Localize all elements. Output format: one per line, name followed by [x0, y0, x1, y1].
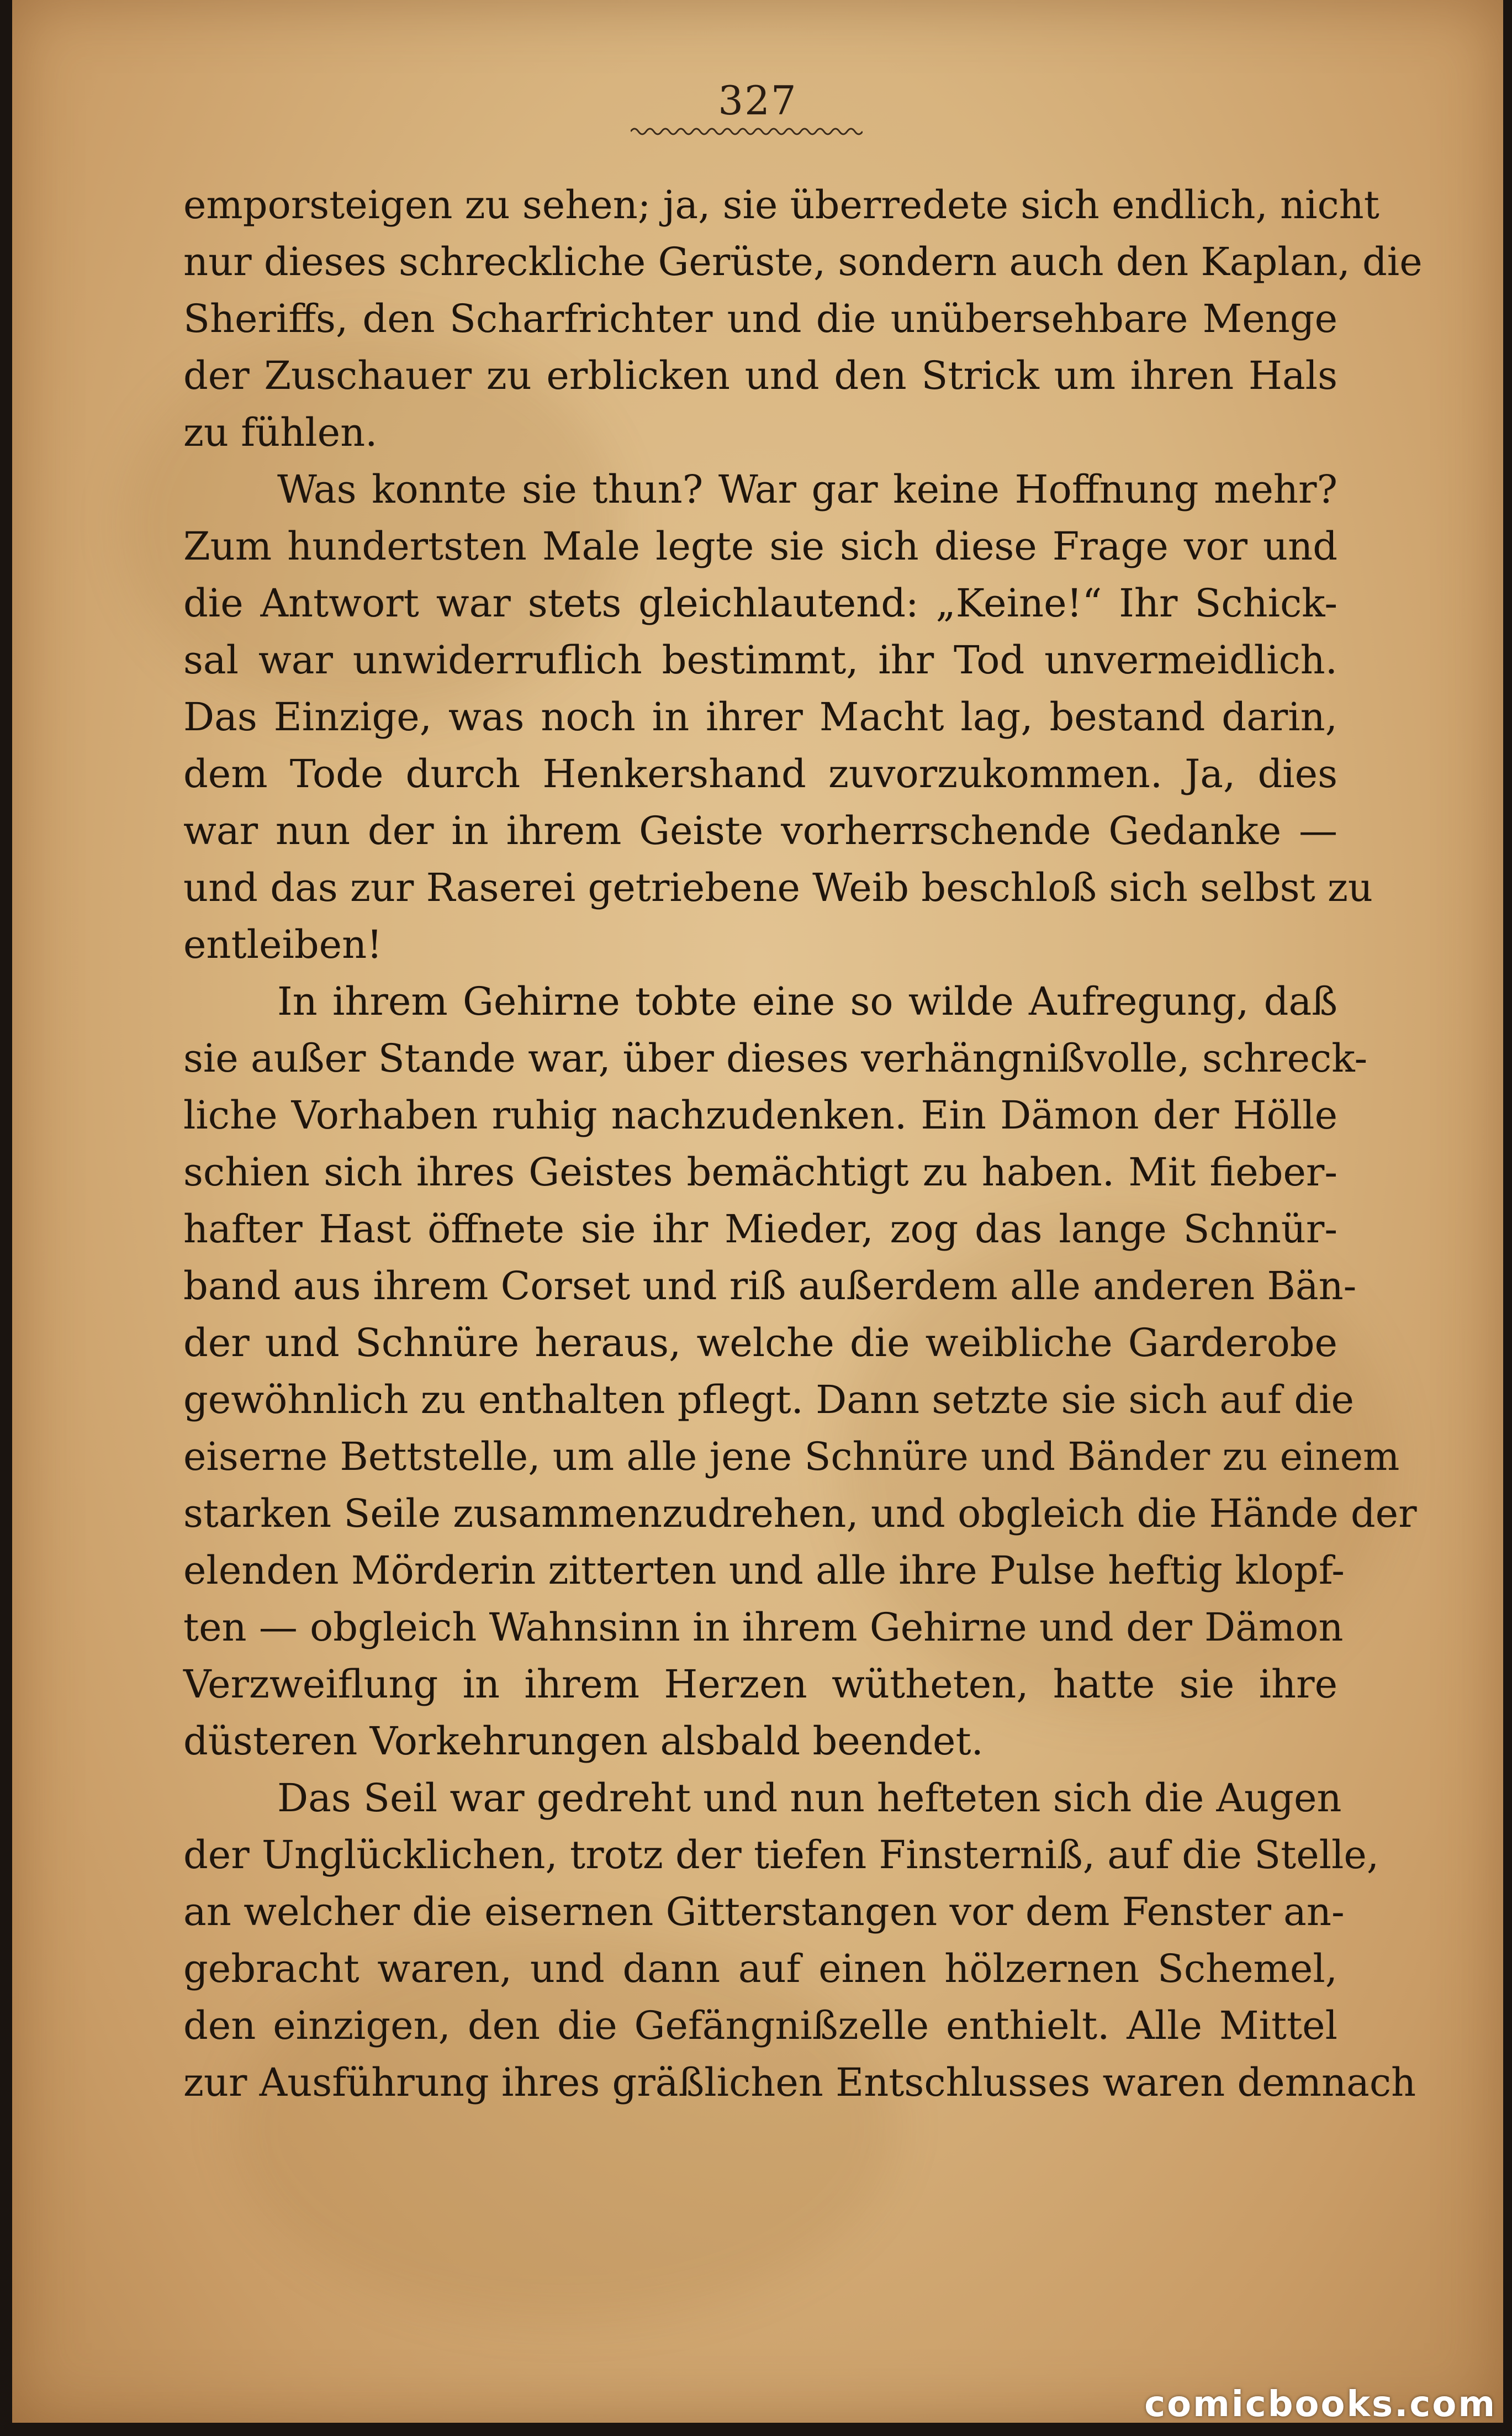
text-line: war nun der in ihrem Geiste vorherrschende Gedanke —: [183, 808, 1337, 853]
text-line: Was konnte sie thun? War gar keine Hoffnung mehr?: [277, 467, 1337, 512]
text-line: dem Tode durch Henkershand zuvorzukommen. Ja, dies: [183, 751, 1337, 797]
text-line: In ihrem Gehirne tobte eine so wilde Aufregung, daß: [277, 979, 1337, 1024]
text-line: die Antwort war stets gleichlautend: „Keine!“ Ihr Schick-: [183, 581, 1337, 626]
text-line: starken Seile zusammenzudrehen, und obgleich die Hände der: [183, 1491, 1417, 1536]
page-number-ornament: [631, 125, 863, 138]
text-line: den einzigen, den die Gefängnißzelle enthielt. Alle Mittel: [183, 2003, 1337, 2048]
text-line: hafter Hast öffnete sie ihr Mieder, zog das lange Schnür-: [183, 1206, 1337, 1252]
text-line: sal war unwiderruflich bestimmt, ihr Tod unvermeidlich.: [183, 637, 1337, 683]
body-text: [183, 177, 1423, 2111]
watermark-logo: comicbooks.com: [1144, 2384, 1497, 2425]
text-line: Zum hundertsten Male legte sie sich diese Frage vor und: [183, 524, 1337, 569]
text-line: band aus ihrem Corset und riß außerdem alle anderen Bän-: [183, 1263, 1357, 1309]
text-line: elenden Mörderin zitterten und alle ihre Pulse heftig klopf-: [183, 1548, 1345, 1593]
text-line: zur Ausführung ihres gräßlichen Entschlusses waren demnach: [183, 2060, 1416, 2105]
text-line: düsteren Vorkehrungen alsbald beendet.: [183, 1718, 984, 1764]
text-line: gebracht waren, und dann auf einen hölzernen Schemel,: [183, 1946, 1337, 1991]
text-line: Das Einzige, was noch in ihrer Macht lag, bestand darin,: [183, 694, 1337, 740]
text-line: schien sich ihres Geistes bemächtigt zu haben. Mit fieber-: [183, 1150, 1337, 1195]
text-line: liche Vorhaben ruhig nachzudenken. Ein Dämon der Hölle: [183, 1093, 1337, 1138]
text-line: der und Schnüre heraus, welche die weibliche Garderobe: [183, 1320, 1337, 1365]
text-line: der Zuschauer zu erblicken und den Strick um ihren Hals: [183, 353, 1337, 398]
text-line: eiserne Bettstelle, um alle jene Schnüre und Bänder zu einem: [183, 1434, 1400, 1479]
text-line: der Unglücklichen, trotz der tiefen Finsterniß, auf die Stelle,: [183, 1832, 1379, 1878]
page-number: 327: [718, 77, 797, 124]
text-line: Das Seil war gedreht und nun hefteten sich die Augen: [277, 1775, 1342, 1821]
text-line: und das zur Raserei getriebene Weib beschloß sich selbst zu: [183, 865, 1373, 910]
text-line: ten — obgleich Wahnsinn in ihrem Gehirne und der Dämon: [183, 1605, 1344, 1650]
text-line: zu fühlen.: [183, 410, 378, 455]
text-line: nur dieses schreckliche Gerüste, sondern auch den Kaplan, die: [183, 239, 1423, 284]
text-line: an welcher die eisernen Gitterstangen vor dem Fenster an-: [183, 1889, 1345, 1934]
text-line: emporsteigen zu sehen; ja, sie überredete sich endlich, nicht: [183, 182, 1379, 228]
text-line: gewöhnlich zu enthalten pflegt. Dann setzte sie sich auf die: [183, 1377, 1354, 1422]
text-line: sie außer Stande war, über dieses verhängnißvolle, schreck-: [183, 1036, 1368, 1081]
text-line: Sheriffs, den Scharfrichter und die unübersehbare Menge: [183, 296, 1337, 341]
book-page: [12, 0, 1503, 2423]
text-line: entleiben!: [183, 922, 383, 967]
text-line: Verzweiflung in ihrem Herzen wütheten, hatte sie ihre: [183, 1662, 1337, 1707]
